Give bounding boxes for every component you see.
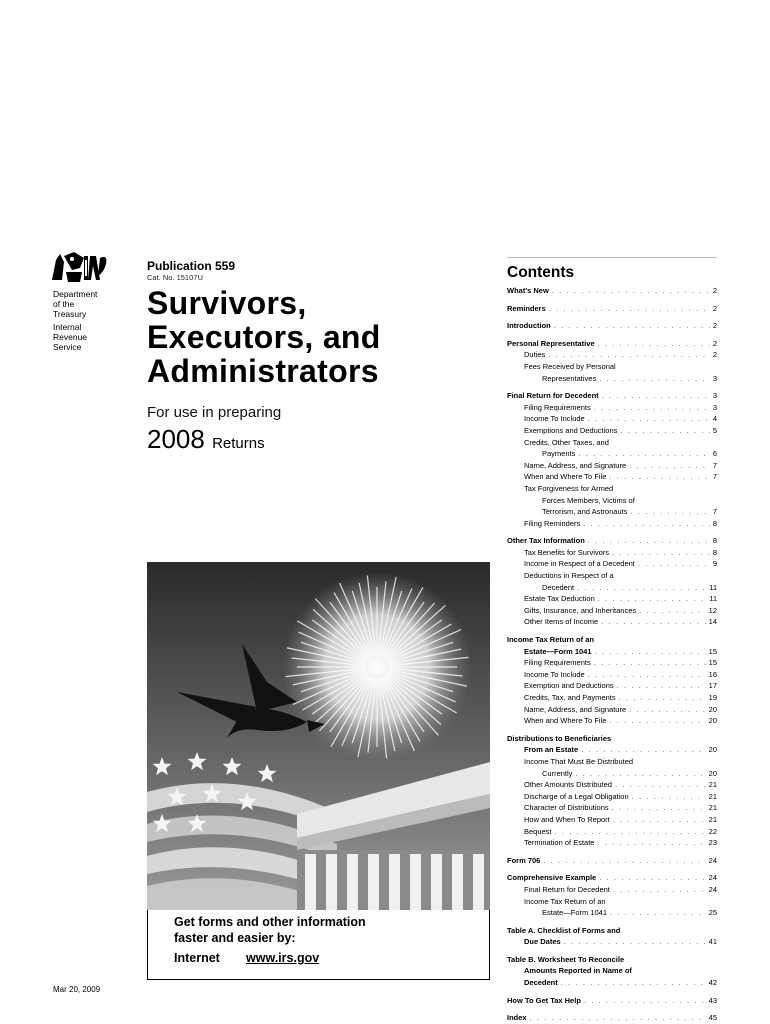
contents-item-page: 11 [709,594,717,604]
contents-item-label: Payments [542,449,576,459]
contents-item-label: Gifts, Insurance, and Inheritances [524,605,637,615]
contents-item-page: 3 [712,402,717,412]
contents-item-leader [552,285,710,297]
contents-item-page: 14 [708,617,717,627]
contents-item-label: Personal Representative [507,338,595,348]
contents-item-leader [598,338,710,350]
contents-item-label: Decedent [542,582,575,592]
get-forms-box [147,910,490,980]
contents-item[interactable] [507,605,717,617]
contents-item-label: When and Where To File [524,472,607,482]
contents-item-page: 2 [712,321,717,331]
contents-item[interactable] [507,680,717,692]
contents-item[interactable] [507,460,717,472]
contents-item-page: 3 [712,373,717,383]
catalog-number: Cat. No. 15107U [147,273,203,282]
contents-item-page: 2 [712,338,717,348]
contents-item-leader [599,872,705,884]
contents-item-label: Termination of Estate [524,838,595,848]
contents-item[interactable] [507,570,717,582]
contents-item-leader [632,791,706,803]
contents-item[interactable] [507,884,717,896]
contents-item[interactable] [507,338,717,350]
contents-item[interactable] [507,285,717,297]
fireworks-burst-icon [282,572,472,762]
contents-item[interactable] [507,977,717,989]
contents-item-leader [615,779,706,791]
contents-item-page: 22 [708,826,717,836]
agency-department [53,289,97,319]
contents-item[interactable] [507,402,717,414]
contents-item-page: 45 [708,1013,717,1023]
contents-item-leader [583,518,710,530]
contents-item[interactable] [507,320,717,332]
contents-item-label: Estate Tax Deduction [524,594,595,604]
contents-item-leader [575,768,705,780]
contents-item-leader [578,448,709,460]
department-line: of the [53,299,75,309]
contents-item-page: 21 [708,814,717,824]
contents-item-label: Other Tax Information [507,536,585,546]
contents-item-page: 2 [712,286,717,295]
contents-item-leader [588,669,706,681]
contents-item-page: 21 [708,780,717,790]
contents-item-leader [588,413,710,425]
contents-item-label: Decedent [524,978,558,988]
contents-item[interactable] [507,872,717,884]
tax-year-line [147,424,265,455]
contents-item-page: 20 [708,768,717,778]
contents-item-leader [609,471,709,483]
contents-item-label: Income To Include [524,414,585,424]
contents-item-page: 11 [709,582,717,592]
department-line: Treasury [53,309,87,319]
contents-item[interactable] [507,616,717,628]
contents-item-leader [588,535,710,547]
contents-item[interactable] [507,646,717,658]
contents-item-leader [595,646,706,658]
publication-title [147,286,381,388]
contents-item-label: Fees Received by Personal [524,361,616,371]
contents-item[interactable] [507,896,717,908]
contents-item-leader [564,936,706,948]
contents-item[interactable] [507,390,717,402]
contents-item-leader [594,402,710,414]
contents-item-label: Exemption and Deductions [524,681,614,691]
contents-item-page: 41 [708,937,717,947]
contents-item-page: 16 [708,669,717,679]
contents-item[interactable] [507,558,717,570]
internet-label: Internet [174,951,220,965]
publication-subtitle: For use in preparing [147,404,282,421]
title-line: Survivors, [147,285,307,321]
contents-item[interactable] [507,733,717,745]
contents-item-page: 3 [712,391,717,401]
contents-item-leader [581,744,705,756]
contents-item-page: 7 [712,507,717,517]
contents-item-leader [609,715,705,727]
contents-item-page: 8 [712,536,717,546]
contents-item-label: Tax Forgiveness for Armed [524,483,614,493]
contents-item-leader [594,657,706,669]
contents-item-label: Filing Requirements [524,658,591,668]
tax-year-label: Returns [212,435,265,452]
contents-item-leader [577,582,706,594]
contents-item-label: Exemptions and Deductions [524,425,618,435]
contents-item[interactable] [507,756,717,768]
contents-item-leader [638,558,710,570]
contents-item-label: Amounts Reported in Name of [524,966,632,976]
contents-item-label: Character of Distributions [524,803,609,813]
contents-item-leader [597,837,705,849]
contents-item-page: 24 [708,884,717,894]
contents-item[interactable] [507,582,717,594]
irs-eagle-logo-icon [50,250,108,284]
contents-item-label: Name, Address, and Signature [524,460,627,470]
contents-item-page: 23 [708,838,717,848]
contents-item-leader [610,907,706,919]
service-line: Revenue [53,332,88,342]
contents-item-page: 21 [708,791,717,801]
contents-item-label: Duties [524,350,546,360]
contents-item-label: Forces Members, Victims of [542,495,635,505]
contents-item[interactable] [507,669,717,681]
title-line: Executors, and [147,319,381,355]
contents-item[interactable] [507,704,717,716]
contents-item-page: 20 [708,704,717,714]
publication-date: Mar 20, 2009 [53,985,101,994]
contents-item-leader [630,506,709,518]
contents-item-leader [617,680,706,692]
contents-item[interactable] [507,437,717,449]
contents-item-label: From an Estate [524,745,579,755]
contents-item[interactable] [507,715,717,727]
contents-item[interactable] [507,692,717,704]
contents-item-page: 21 [708,803,717,813]
contents-item-leader [613,814,706,826]
contents-item-label: Comprehensive Example [507,873,597,883]
contents-item-label: Name, Address, and Signature [524,704,627,714]
contents-item-label: What's New [507,286,549,295]
contents-item-leader [543,855,705,867]
contents-item-label: Final Return for Decedent [524,884,610,894]
contents-item[interactable] [507,547,717,559]
contents-item[interactable] [507,802,717,814]
contents-item-label: Table B. Worksheet To Reconcile [507,954,625,964]
contents-item-leader [584,995,706,1007]
contents-item-label: Due Dates [524,937,561,947]
contents-item-page: 15 [708,646,717,656]
get-forms-line: Get forms and other information [174,915,366,929]
contents-item-label: Final Return for Decedent [507,391,599,401]
contents-item-leader [612,802,706,814]
contents-item-leader [549,303,710,315]
contents-item-label: Representatives [542,373,597,383]
contents-item[interactable] [507,814,717,826]
contents-item-label: Form 706 [507,855,541,865]
contents-item[interactable] [507,471,717,483]
contents-item[interactable] [507,779,717,791]
contents-item-label: How and When To Report [524,814,610,824]
contents-item[interactable] [507,965,717,977]
contents-item[interactable] [507,483,717,495]
contents-item[interactable] [507,907,717,919]
contents-item-leader [601,616,705,628]
contents-item-leader [620,425,709,437]
contents-item-page: 19 [708,693,717,702]
department-line: Department [53,289,98,299]
title-line: Administrators [147,353,379,389]
contents-item-label: Distributions to Beneficiaries [507,733,612,743]
contents-item-leader [554,320,710,332]
contents-item[interactable] [507,995,717,1007]
contents-item-page: 7 [712,472,717,482]
contents-item-page: 20 [708,745,717,755]
contents-item-page: 12 [708,605,717,615]
contents-item-label: Index [507,1013,527,1023]
contents-item-label: How To Get Tax Help [507,995,581,1005]
contents-item-label: Table A. Checklist of Forms and [507,925,621,935]
contents-item[interactable] [507,855,717,867]
contents-item-leader [598,593,706,605]
contents-item[interactable] [507,837,717,849]
contents-item[interactable] [507,303,717,315]
contents-item-page: 20 [708,716,717,726]
contents-item-leader [629,704,706,716]
contents-item-label: Other Items of Income [524,617,599,627]
contents-item-leader [599,373,710,385]
get-forms-text [174,914,474,946]
contents-item-page: 4 [712,414,717,424]
contents-item-page: 9 [712,559,717,569]
contents-item-label: Credits, Tax, and Payments [524,693,616,702]
contents-item[interactable] [507,373,717,385]
contents-item-label: Other Amounts Distributed [524,780,612,790]
contents-item-label: Discharge of a Legal Obligation [524,791,629,801]
contents-item-page: 6 [712,449,717,459]
contents-item-label: Income That Must Be Distributed [524,756,634,766]
contents-item-page: 2 [712,350,717,360]
contents-item[interactable] [507,349,717,361]
contents-item[interactable] [507,448,717,460]
contents-item-leader [530,1012,706,1024]
cover-illustration [147,562,490,910]
contents-item[interactable] [507,634,717,646]
contents-item-label: Introduction [507,321,551,331]
contents-item-leader [561,977,706,989]
contents-item-leader [629,460,710,472]
contents-item[interactable] [507,518,717,530]
contents-item-page: 42 [708,978,717,988]
contents-item-page: 8 [712,547,717,557]
contents-item[interactable] [507,413,717,425]
contents-item-label: Terrorism, and Astronauts [542,507,628,517]
contents-item[interactable] [507,495,717,507]
contents-item-label: Filing Reminders [524,518,581,528]
service-line: Internal [53,322,82,332]
contents-item-page: 17 [708,681,717,691]
contents-item-page: 2 [712,303,717,313]
contents-item-label: Income in Respect of a Decedent [524,559,635,569]
contents-item-leader [612,547,710,559]
contents-item-label: Estate—Form 1041 [524,646,592,656]
contents-item[interactable] [507,925,717,937]
contents-item-page: 43 [708,995,717,1005]
contents-item[interactable] [507,954,717,966]
contents-item-label: Currently [542,768,573,778]
contents-item-label: Credits, Other Taxes, and [524,437,609,447]
service-line: Service [53,342,82,352]
contents-item-page: 15 [708,658,717,668]
irs-website-link[interactable]: www.irs.gov [246,951,320,965]
contents-item-label: Filing Requirements [524,402,591,412]
contents-item[interactable] [507,1012,717,1024]
tax-year: 2008 [147,424,205,454]
contents-item[interactable] [507,657,717,669]
agency-service [53,322,87,352]
contents-item-leader [613,884,706,896]
contents-item-page: 24 [708,855,717,865]
contents-divider [507,257,717,258]
contents-item-label: Estate—Form 1041 [542,908,608,918]
contents-item-page: 8 [712,518,717,528]
contents-item-page: 24 [708,873,717,883]
contents-item[interactable] [507,936,717,948]
contents-item-leader [602,390,710,402]
contents-item-leader [548,349,710,361]
publication-number: Publication 559 [147,259,236,273]
contents-item-leader [555,826,706,838]
contents-item[interactable] [507,593,717,605]
contents-item-label: Bequest [524,826,552,836]
get-forms-line: faster and easier by: [174,931,296,945]
contents-item[interactable] [507,425,717,437]
contents-item-leader [639,605,706,617]
contents-item-leader [619,692,706,704]
contents-title: Contents [507,264,575,281]
contents-item-page: 25 [708,908,717,918]
contents-item-label: Income To Include [524,669,585,679]
contents-item[interactable] [507,361,717,373]
contents-item[interactable] [507,535,717,547]
contents-item[interactable] [507,791,717,803]
contents-item-label: Income Tax Return of an [507,635,594,645]
contents-item[interactable] [507,506,717,518]
contents-item[interactable] [507,826,717,838]
contents-item-page: 7 [712,460,717,470]
table-of-contents [507,285,717,1024]
contents-item-label: Reminders [507,303,546,313]
contents-item-label: Deductions in Respect of a [524,571,614,581]
contents-item[interactable] [507,744,717,756]
contents-item-label: When and Where To File [524,716,607,726]
contents-item-page: 5 [712,425,717,435]
contents-item[interactable] [507,768,717,780]
contents-item-label: Tax Benefits for Survivors [524,547,610,557]
contents-item-label: Income Tax Return of an [524,896,606,906]
